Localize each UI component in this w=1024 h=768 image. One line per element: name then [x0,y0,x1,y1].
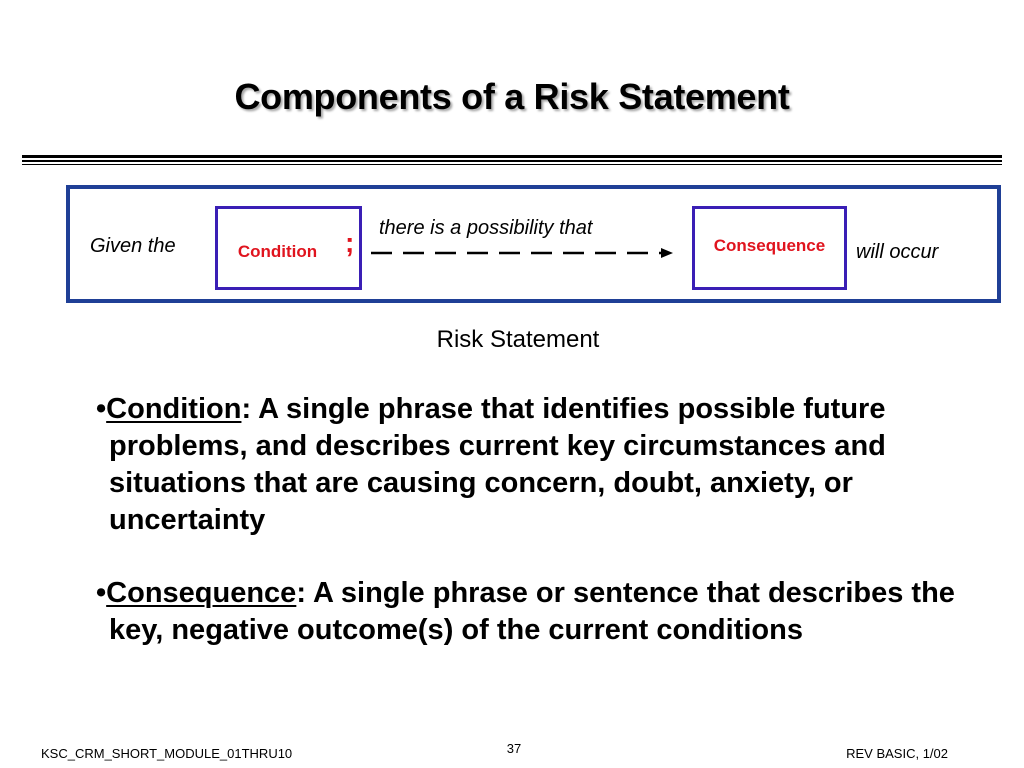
footer-module-id: KSC_CRM_SHORT_MODULE_01THRU10 [41,746,293,761]
bullet-consequence [96,575,989,649]
bullet-marker: • [96,577,107,609]
bullet-marker: • [96,393,107,425]
given-the-text: Given the [90,235,176,257]
footer-revision: REV BASIC, 1/02 [846,746,948,761]
title-divider-line [22,164,1002,165]
bullet-term-condition: Condition [106,393,242,425]
consequence-box [692,206,847,290]
will-occur-text: will occur [856,241,939,263]
footer-page-number: 37 [506,741,522,756]
risk-statement-diagram [66,185,1001,303]
consequence-label: Consequence [713,236,826,255]
condition-box [215,206,362,290]
title-divider-line [22,155,1002,158]
diagram-caption: Risk Statement [436,326,600,353]
bullet-condition [96,391,989,539]
possibility-text: there is a possibility that [379,217,593,239]
bullet-text-condition: : A single phrase that identifies possible future problems, and describes current key circumstances and situations that are causing concern, doubt, anxiety, or uncertainty [109,393,886,536]
bullet-text-consequence: : A single phrase or sentence that describes the key, negative outcome(s) of the current conditions [109,577,955,646]
slide-title: Components of a Risk Statement [234,76,790,117]
bullet-term-consequence: Consequence [106,577,297,609]
semicolon: ; [345,227,355,258]
title-divider-line [22,160,1002,162]
dashed-arrow-icon [371,243,677,263]
condition-label: Condition [237,242,318,261]
